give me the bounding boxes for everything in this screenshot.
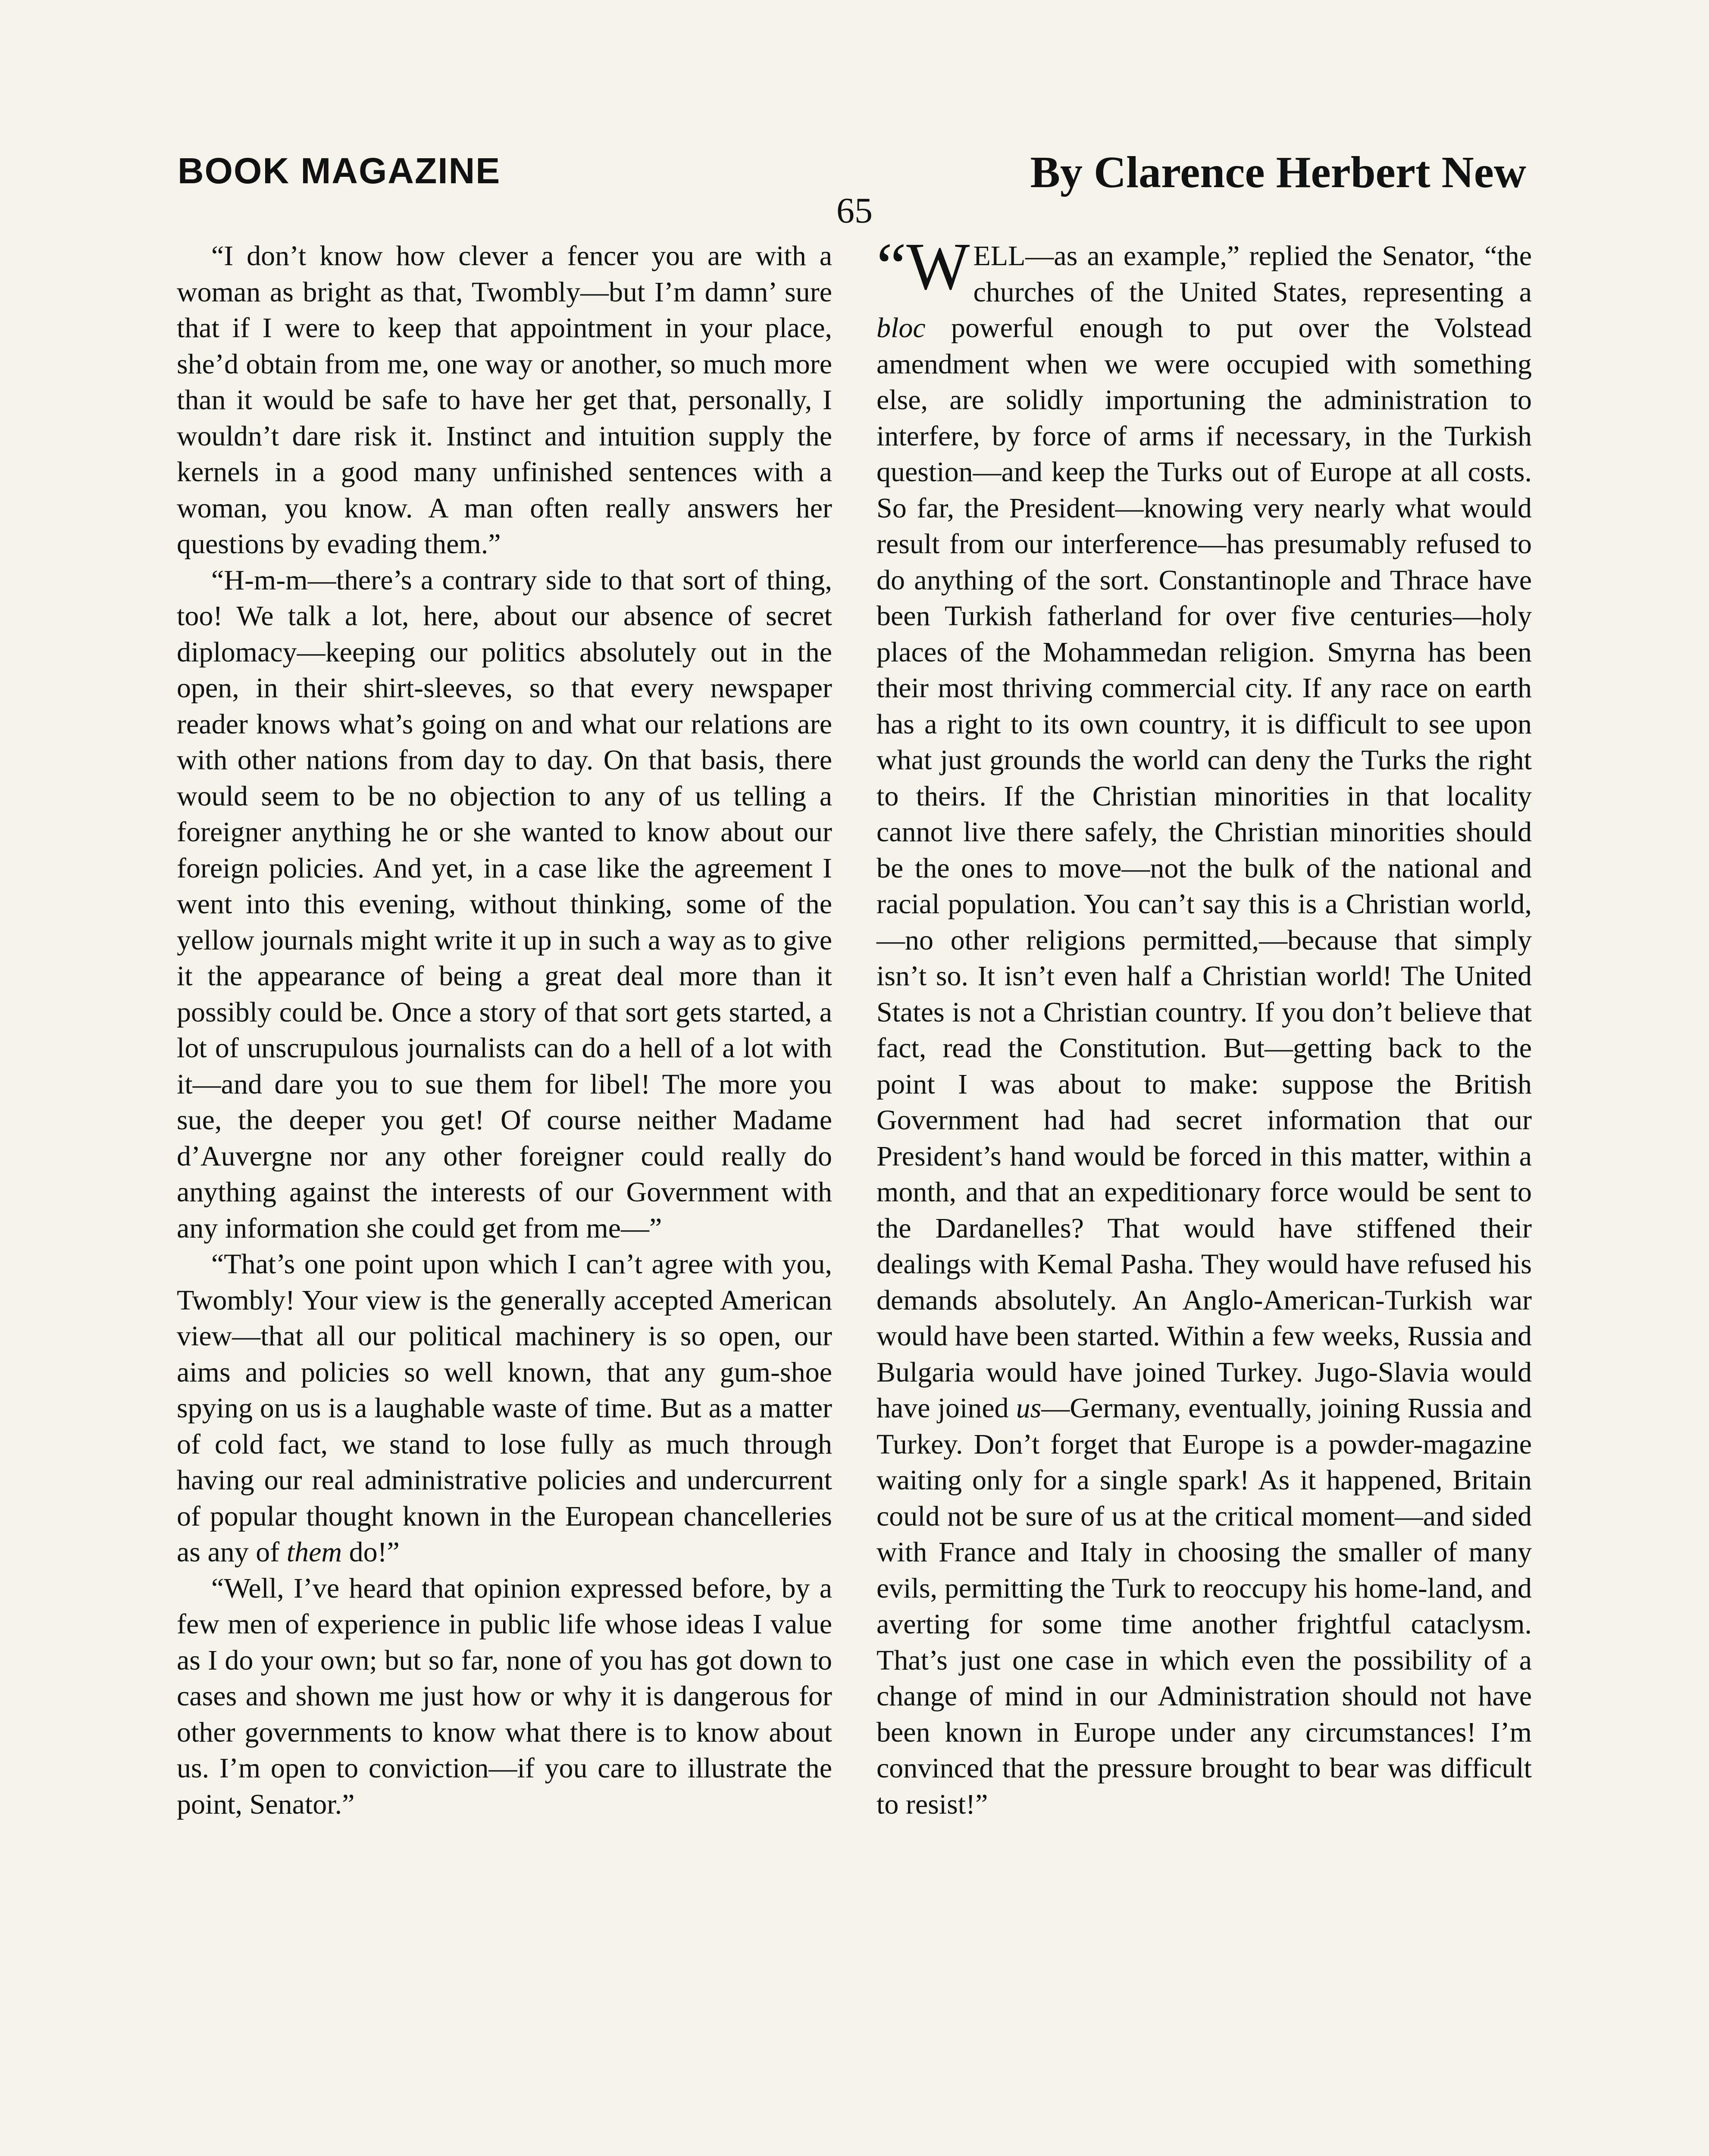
text-run: do!” (342, 1536, 400, 1568)
italic-run: us (1016, 1392, 1042, 1424)
paragraph (876, 229, 1532, 1822)
left-column (177, 238, 832, 1822)
italic-run: them (286, 1536, 342, 1568)
paragraph (177, 1246, 832, 1570)
running-head-right: By Clarence Herbert New (1030, 147, 1526, 197)
paragraph: “I don’t know how clever a fencer you are with a woman as bright as that, Twombly—but I’m damn’ sure that if I were to keep that appointment in your place, she’d obtain from me, one way or another, so much more than it would be safe to have her get that, personally, I wouldn’t dare risk it. Instinct and intuition supply the kernels in a good many unfinished sentences with a woman, you know. A man often really answers her questions by evading them.” (177, 240, 832, 560)
italic-run: bloc (876, 312, 926, 344)
paragraph: “Well, I’ve heard that opinion expressed before, by a few men of experience in public life whose ideas I value as I do your own; but so far, none of you has got down to cases and shown me just how or why it is dangerous for other governments to know what there is to know about us. I’m open to conviction—if you care to illustrate the point, Senator.” (177, 1572, 832, 1820)
page-number: 65 (836, 191, 873, 231)
text-run: “That’s one point upon which I can’t agree with you, Twombly! Your view is the generally accepted American view—that all our political machinery is so open, our aims and policies so well known, that any gum-shoe spying on us is a laughable waste of time. But as a matter of cold fact, we stand to lose fully as much through having our real administrative policies and undercurrent of popular thought known in the European chancelleries as any of (177, 1248, 832, 1568)
text-run: powerful enough to put over the Volstead amendment when we were occupied with something else, are solidly importuning the administration to interfere, by force of arms if necessary, in the Turkish question—and keep the Turks out of Europe at all costs. So far, the President—knowing very nearly what would result from our interference—has presumably refused to do anything of the sort. Constantinople and Thrace have been Turkish fatherland for over five centuries—holy places of the Mohammedan religion. Smyrna has been their most thriving commercial city. If any race on earth has a right to its own country, it is difficult to see upon what just grounds the world can deny the Turks the right to theirs. If the Christian minorities in that locality cannot live there safely, the Christian minorities should be the ones to move—not the bulk of the national and racial population. You can’t say this is a Christian world,—no other religions permitted,—because that simply isn’t so. It isn’t even half a Christian world! The United States is not a Christian country. If you don’t believe that fact, read the Constitution. But—getting back to the point I was about to make: suppose the British Government had had secret information that our President’s hand would be forced in this matter, within a month, and that an expeditionary force would be sent to the Dardanelles? That would have stiffened their dealings with Kemal Pasha. They would have refused his demands absolutely. An Anglo-American-Turkish war would have been started. Within a few weeks, Russia and Bulgaria would have joined Turkey. Jugo-Slavia would have joined (876, 312, 1532, 1424)
text-run: —Germany, eventually, joining Russia and Turkey. Don’t forget that Europe is a powder-magazine waiting only for a single spark! As it happened, Britain could not be sure of us at the critical moment—and sided with France and Italy in choosing the smaller of many evils, permitting the Turk to reoccupy his home-land, and averting for some time another frightful cataclysm. That’s just one case in which even the possibility of a change of mind in our Administration should not have been known in Europe under any circumstances! I’m convinced that the pressure brought to bear was difficult to resist!” (876, 1392, 1532, 1820)
right-column (876, 229, 1532, 1822)
drop-cap: “W (876, 229, 970, 304)
running-head-left: BOOK MAGAZINE (178, 150, 501, 191)
text-run: ELL—as an example,” replied the Senator, “the churches of the United States, representing a (973, 240, 1532, 308)
paragraph: “H-m-m—there’s a contrary side to that sort of thing, too! We talk a lot, here, about our absence of secret diplomacy—keeping our politics absolutely out in the open, in their shirt-sleeves, so that every newspaper reader knows what’s going on and what our relations are with other nations from day to day. On that basis, there would seem to be no objection to any of us telling a foreigner anything he or she wanted to know about our foreign policies. And yet, in a case like the agreement I went into this evening, without thinking, some of the yellow journals might write it up in such a way as to give it the appearance of being a great deal more than it possibly could be. Once a story of that sort gets started, a lot of unscrupulous journalists can do a hell of a lot with it—and dare you to sue them for libel! The more you sue, the deeper you get! Of course neither Madame d’Auvergne nor any other foreigner could really do anything against the interests of our Government with any information she could get from me—” (177, 564, 832, 1244)
